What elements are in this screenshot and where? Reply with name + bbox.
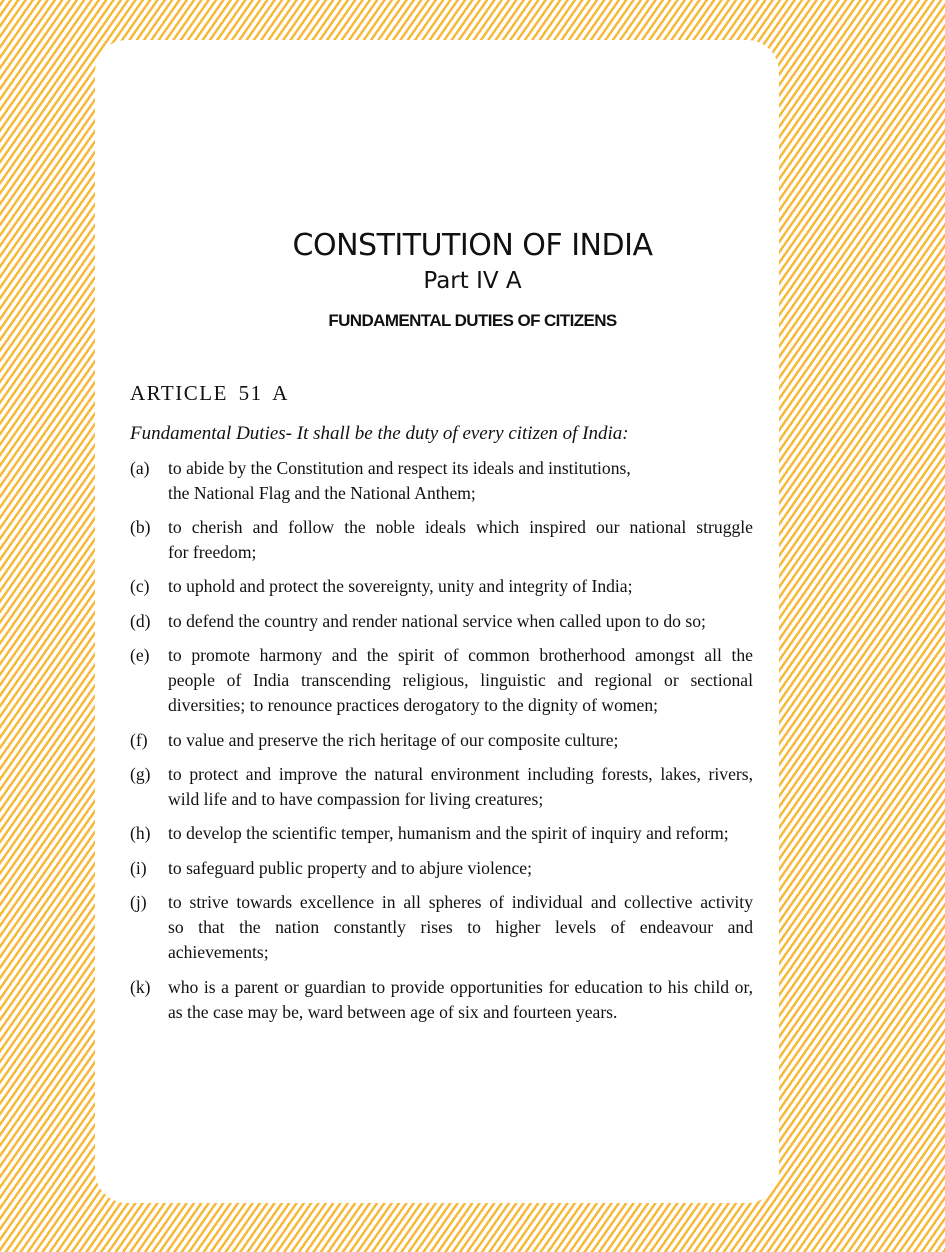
duty-text-line: to cherish and follow the noble ideals which inspired our national struggle: [168, 517, 753, 537]
duty-text-line: wild life and to have compassion for living creatures;: [168, 789, 544, 809]
duty-text: [168, 821, 753, 846]
duty-item: [130, 975, 753, 1025]
duty-item: [130, 856, 753, 881]
part-subtitle: Part IV A: [423, 268, 522, 294]
duty-item: [130, 762, 753, 812]
duty-text-line: to protect and improve the natural environment including forests, lakes, rivers,: [168, 764, 753, 784]
duty-text-line: to defend the country and render national service when called upon to do so;: [168, 611, 706, 631]
duty-item: [130, 643, 753, 718]
duty-text-line: to value and preserve the rich heritage of our composite culture;: [168, 730, 619, 750]
duty-text: [168, 856, 753, 881]
duty-text-line: diversities; to renounce practices derogatory to the dignity of women;: [168, 695, 659, 715]
duty-item: [130, 890, 753, 965]
duty-item: [130, 821, 753, 846]
duty-text: [168, 456, 753, 506]
duty-text: [168, 762, 753, 812]
duty-text-line: to promote harmony and the spirit of common brotherhood amongst all the: [168, 645, 753, 665]
duty-text: [168, 574, 753, 599]
duty-text-line: to abide by the Constitution and respect its ideals and institutions,: [168, 458, 631, 478]
duty-item: [130, 728, 753, 753]
duty-label: (d): [130, 611, 151, 631]
duty-item: [130, 515, 753, 565]
duty-label: (e): [130, 645, 150, 665]
article-title: ARTICLE 51 A: [130, 381, 289, 405]
duty-label: (f): [130, 730, 148, 750]
duty-text-line: achievements;: [168, 942, 269, 962]
duty-item: [130, 609, 753, 634]
duty-text-line: for freedom;: [168, 542, 257, 562]
duty-text-line: to uphold and protect the sovereignty, unity and integrity of India;: [168, 576, 633, 596]
duty-text: [168, 975, 753, 1025]
duty-item: [130, 456, 753, 506]
document-title: CONSTITUTION OF INDIA: [292, 228, 653, 263]
duty-text: [168, 609, 753, 634]
duty-text-line: people of India transcending religious, linguistic and regional or sectional: [168, 670, 753, 690]
duty-text-line: as the case may be, ward between age of six and fourteen years.: [168, 1002, 618, 1022]
duty-text: [168, 890, 753, 965]
duty-text-line: so that the nation constantly rises to higher levels of endeavour and: [168, 917, 753, 937]
duty-text-line: to safeguard public property and to abjure violence;: [168, 858, 532, 878]
duty-label: (a): [130, 458, 150, 478]
duty-label: (i): [130, 858, 147, 878]
duty-text-line: the National Flag and the National Anthem;: [168, 483, 476, 503]
duty-label: (c): [130, 576, 150, 596]
duty-text: [168, 643, 753, 718]
duty-label: (h): [130, 823, 151, 843]
duty-text-line: to develop the scientific temper, humanism and the spirit of inquiry and reform;: [168, 823, 729, 843]
article-intro: Fundamental Duties- It shall be the duty of every citizen of India:: [130, 423, 629, 444]
duty-label: (g): [130, 764, 151, 784]
duty-text-line: who is a parent or guardian to provide opportunities for education to his child or,: [168, 977, 753, 997]
duty-label: (j): [130, 892, 147, 912]
duty-label: (k): [130, 977, 151, 997]
duty-text: [168, 728, 753, 753]
duty-item: [130, 574, 753, 599]
duty-text-line: to strive towards excellence in all spheres of individual and collective activity: [168, 892, 753, 912]
duty-text: [168, 515, 753, 565]
duty-label: (b): [130, 517, 151, 537]
section-heading: FUNDAMENTAL DUTIES OF CITIZENS: [328, 311, 617, 330]
